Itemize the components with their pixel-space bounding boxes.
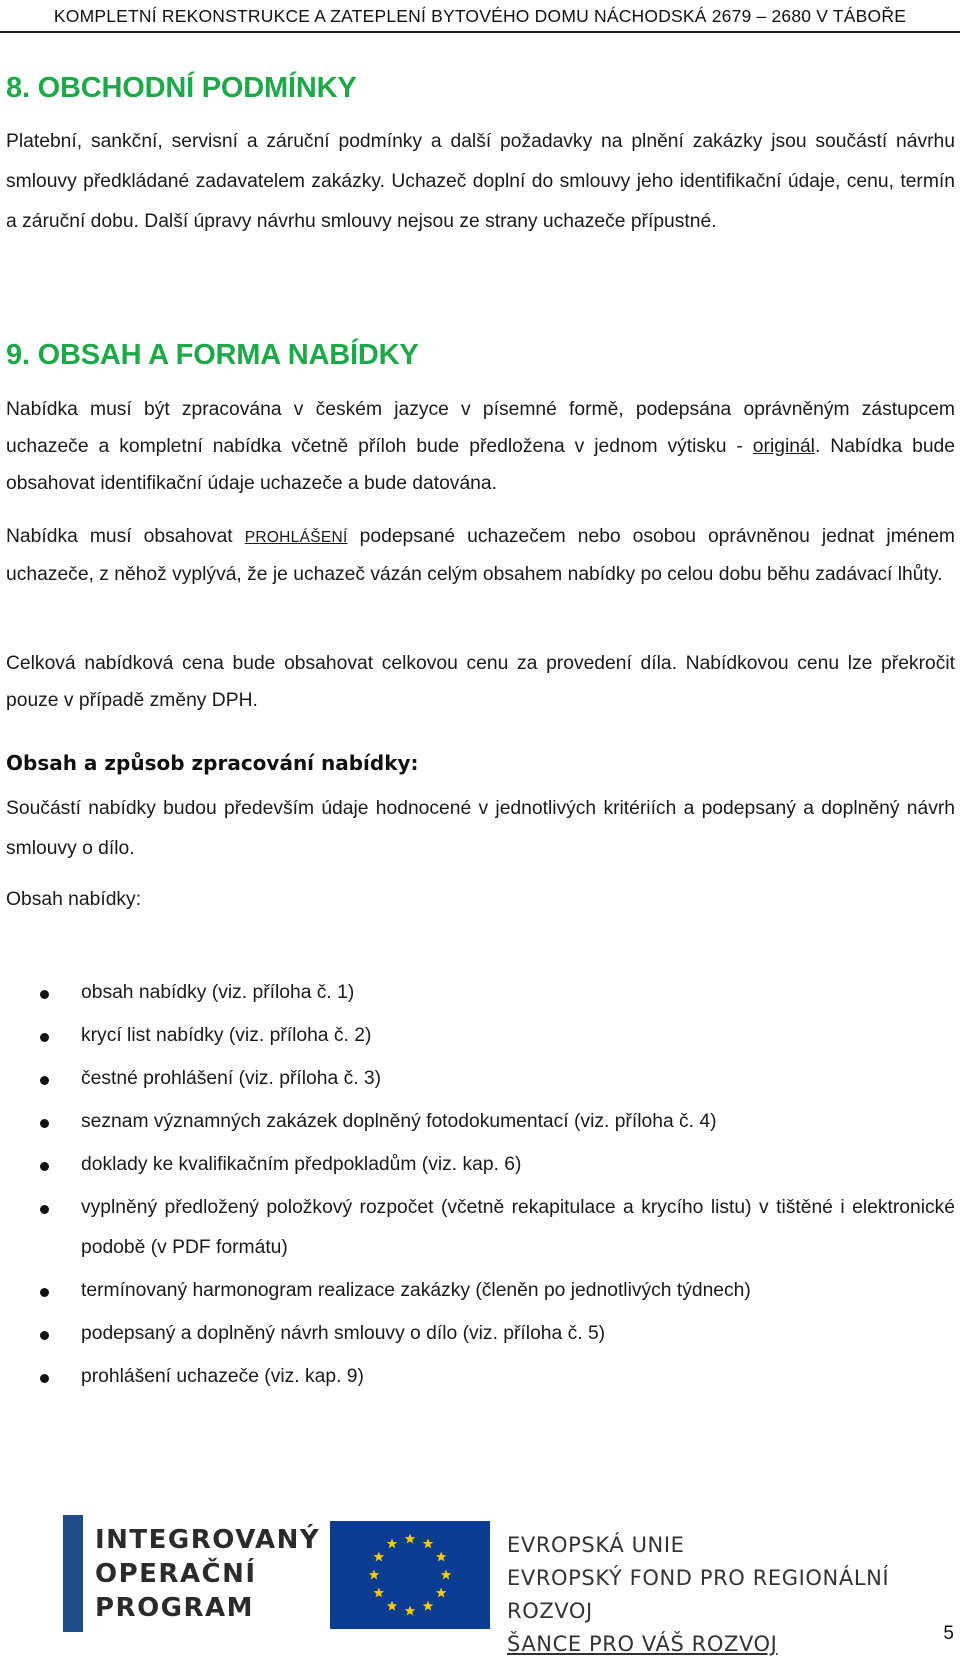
p1-underlined: originál: [752, 436, 815, 457]
list-item: čestné prohlášení (viz. příloha č. 3): [0, 1059, 955, 1099]
bullet-icon: [40, 1288, 49, 1297]
eu-star-icon: [374, 1588, 384, 1598]
p1-text-b: . Nabídka bude obsahovat identifikační údaje uchazeče a bude datována.: [6, 436, 955, 494]
p2-underlined: PROHLÁŠENÍ: [244, 529, 348, 546]
list-item: seznam významných zakázek doplněný fotodokumentací (viz. příloha č. 4): [0, 1102, 955, 1142]
bullet-icon: [40, 1331, 49, 1340]
eu-logo-text: EVROPSKÁ UNIE EVROPSKÝ FOND PRO REGIONÁLNÍ ROZVOJ ŠANCE PRO VÁŠ ROZVOJ: [507, 1533, 890, 1656]
p1-text-a: Nabídka musí být zpracována v českém jazyce v písemné formě, podepsána oprávněným zástupcem uchazeče a kompletní nabídka včetně příloh bude předložena v jednom výtisku -: [6, 399, 955, 457]
p2-text-b: podepsané uchazečem nebo osobou oprávněnou jednat jménem uchazeče, z něhož vyplývá, že je uchazeč vázán celým obsahem nabídky po celou dobu běhu zadávací lhůty.: [6, 526, 955, 585]
eu-star-icon: [441, 1570, 451, 1580]
subsection-intro: Součástí nabídky budou především údaje hodnocené v jednotlivých kritériích a podepsaný a doplněný návrh smlouvy o dílo.: [6, 798, 955, 859]
eu-flag-icon: [330, 1521, 490, 1629]
section-9-paragraph-1: [6, 391, 955, 502]
eu-star-icon: [387, 1538, 397, 1548]
subsection-heading: Obsah a způsob zpracování nabídky:: [6, 751, 419, 775]
section-9-paragraph-3: Celková nabídková cena bude obsahovat celkovou cenu za provedení díla. Nabídkovou cenu lze překročit pouze v případě změny DPH.: [6, 653, 955, 711]
section-8-paragraph: Platební, sankční, servisní a záruční podmínky a další požadavky na plnění zakázky jsou součástí návrhu smlouvy předkládané zadavatelem zakázky. Uchazeč doplní do smlouvy jeho identifikační údaje, cenu, termín a záruční dobu. Další úpravy návrhu smlouvy nejsou ze strany uchazeče přípustné.: [6, 131, 955, 232]
eu-star-icon: [423, 1601, 433, 1611]
header-rule: [0, 31, 960, 33]
bullet-icon: [40, 1033, 49, 1042]
content-list: [0, 973, 955, 1400]
section-9-paragraph-2: [6, 518, 955, 593]
eu-star-icon: [436, 1588, 446, 1598]
running-header: KOMPLETNÍ REKONSTRUKCE A ZATEPLENÍ BYTOVÉHO DOMU NÁCHODSKÁ 2679 – 2680 V TÁBOŘE: [53, 6, 907, 26]
iop-logo-text: INTEGROVANÝ OPERAČNÍ PROGRAM: [95, 1525, 321, 1623]
bullet-icon: [40, 990, 49, 999]
eu-star-icon: [369, 1570, 379, 1580]
section-8-heading: 8. OBCHODNÍ PODMÍNKY: [6, 72, 357, 104]
list-item: prohlášení uchazeče (viz. kap. 9): [0, 1357, 955, 1397]
iop-logo-bar: [63, 1515, 83, 1632]
eu-star-icon: [405, 1606, 415, 1616]
list-item: krycí list nabídky (viz. příloha č. 2): [0, 1016, 955, 1056]
list-item: doklady ke kvalifikačním předpokladům (viz. kap. 6): [0, 1145, 955, 1185]
eu-star-icon: [436, 1552, 446, 1562]
eu-stars-icon: [330, 1521, 490, 1629]
bullet-icon: [40, 1076, 49, 1085]
list-item: vyplněný předložený položkový rozpočet (včetně rekapitulace a krycího listu) v tištěné i elektronické podobě (v PDF formátu): [0, 1188, 955, 1268]
eu-star-icon: [374, 1552, 384, 1562]
bullet-icon: [40, 1119, 49, 1128]
bullet-icon: [40, 1205, 49, 1214]
eu-star-icon: [423, 1538, 433, 1548]
p2-text-a: Nabídka musí obsahovat: [6, 526, 245, 547]
eu-star-icon: [387, 1601, 397, 1611]
list-label: Obsah nabídky:: [6, 889, 142, 910]
section-9-heading: 9. OBSAH A FORMA NABÍDKY: [6, 339, 419, 371]
page-number: 5: [943, 1623, 954, 1644]
list-item: podepsaný a doplněný návrh smlouvy o dílo (viz. příloha č. 5): [0, 1314, 955, 1354]
bullet-icon: [40, 1162, 49, 1171]
bullet-icon: [40, 1374, 49, 1383]
list-item: obsah nabídky (viz. příloha č. 1): [0, 973, 955, 1013]
footer-logos: [0, 1515, 960, 1656]
list-item: termínovaný harmonogram realizace zakázky (členěn po jednotlivých týdnech): [0, 1271, 955, 1311]
eu-star-icon: [405, 1534, 415, 1544]
